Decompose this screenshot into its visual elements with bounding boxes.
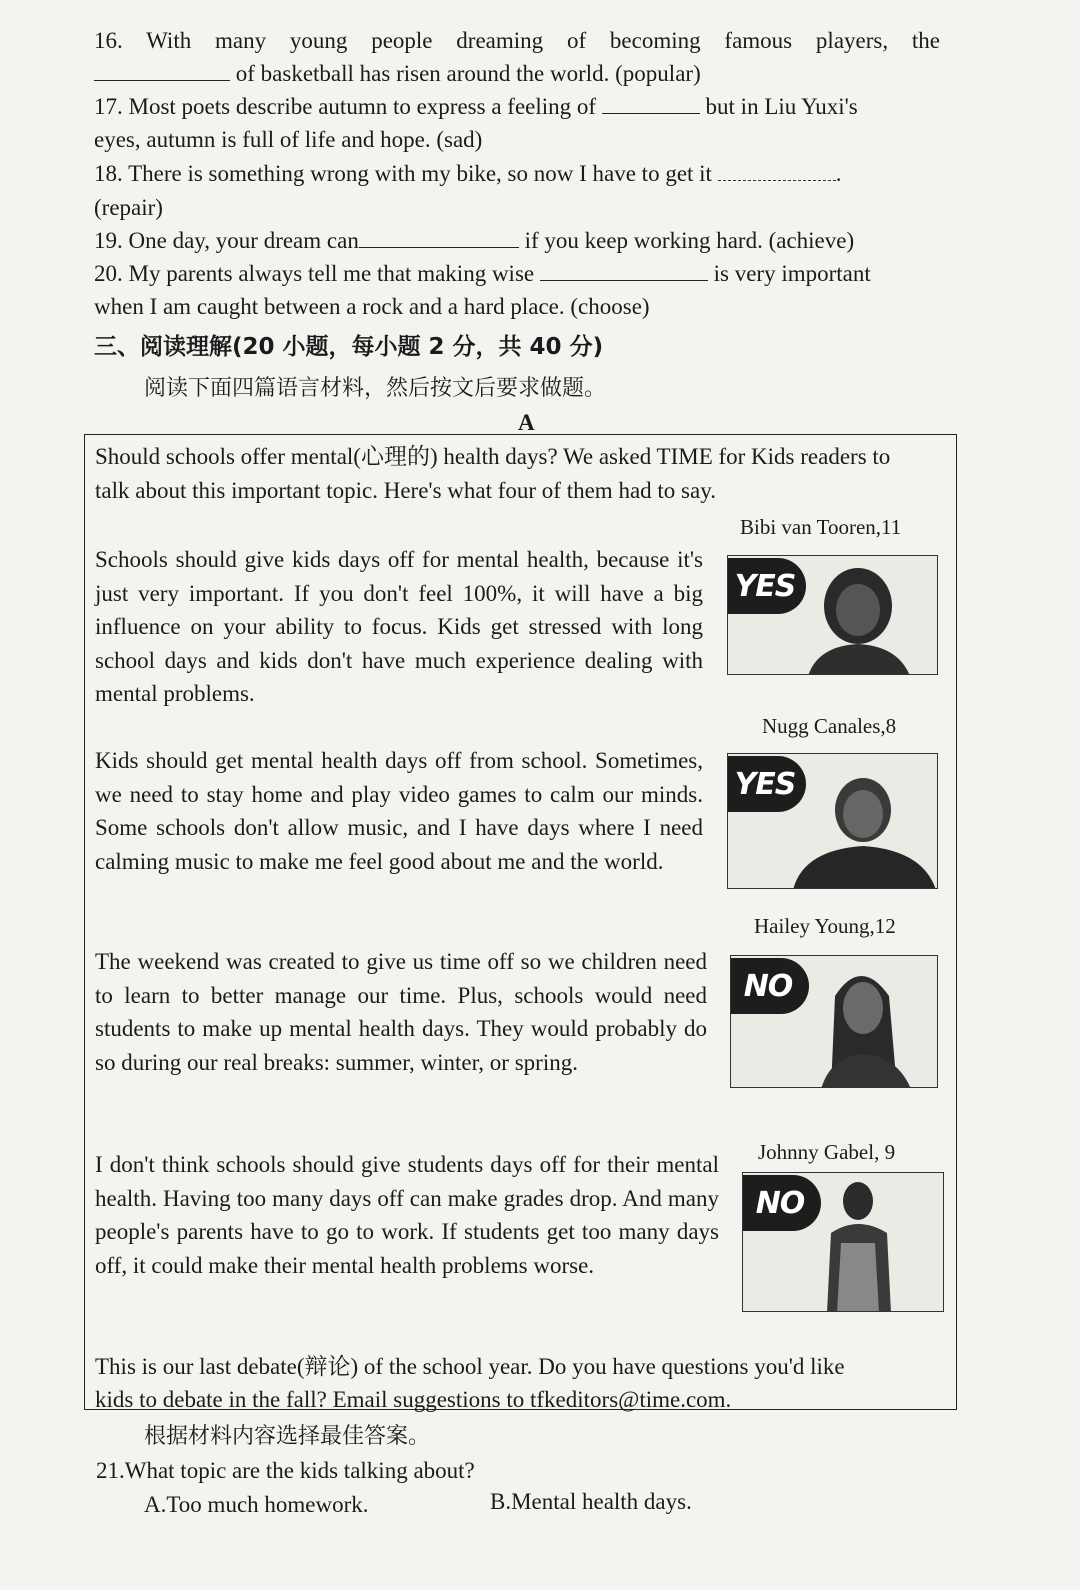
answer-blank[interactable] xyxy=(359,225,519,248)
answer-blank[interactable] xyxy=(718,158,836,181)
question-17-line2: eyes, autumn is full of life and hope. (sad) xyxy=(94,127,483,152)
question-19: 19. One day, your dream can if you keep working hard. (achieve) xyxy=(94,224,854,257)
person-silhouette-icon xyxy=(813,1173,923,1312)
section-heading: 三、阅读理解(20 小题，每小题 2 分，共 40 分) xyxy=(94,334,604,360)
question-20: 20. My parents always tell me that making wise is very important xyxy=(94,257,871,290)
vote-badge: YES xyxy=(727,756,806,812)
option-a[interactable]: A.Too much homework. xyxy=(144,1492,369,1517)
option-b[interactable]: B.Mental health days. xyxy=(490,1489,692,1514)
person-silhouette-icon xyxy=(801,956,931,1088)
question-18: 18. There is something wrong with my bike, so now I have to get it . xyxy=(94,157,841,190)
task-instruction: 根据材料内容选择最佳答案。 xyxy=(144,1424,431,1449)
vote-badge: NO xyxy=(742,1175,821,1231)
answer-blank[interactable] xyxy=(540,258,708,281)
section-instruction: 阅读下面四篇语言材料，然后按文后要求做题。 xyxy=(144,376,607,401)
speaker-name: Johnny Gabel, 9 xyxy=(758,1140,896,1164)
speaker-name: Nugg Canales,8 xyxy=(762,714,897,738)
passage-label: A xyxy=(518,410,535,435)
answer-blank[interactable] xyxy=(602,91,700,114)
speaker-name: Hailey Young,12 xyxy=(754,914,896,938)
passage-closing-line2: kids to debate in the fall? Email suggestions to tfkeditors@time.com. xyxy=(95,1387,732,1412)
speaker-name: Bibi van Tooren,11 xyxy=(740,515,902,539)
speaker-photo xyxy=(727,555,938,675)
question-16-line2: of basketball has risen around the world. (popular) xyxy=(94,57,701,90)
opinion-text: The weekend was created to give us time off so we children need to learn to better manage our time. Plus, schools would need students to make up mental health days. They would probably do so during our real breaks: summer, winter, or spring. xyxy=(95,949,707,1075)
answer-blank[interactable] xyxy=(94,58,230,81)
question-16: 16. With many young people dreaming of becoming famous players, the xyxy=(94,28,940,53)
opinion-text: Schools should give kids days off for mental health, because it's just very important. If you don't feel 100%, it will have a big influence on your ability to focus. Kids get stressed with long school days and kids don't have much experience dealing with mental problems. xyxy=(95,547,703,706)
question-17: 17. Most poets describe autumn to express a feeling of but in Liu Yuxi's xyxy=(94,90,858,123)
speaker-photo xyxy=(730,955,938,1088)
person-silhouette-icon xyxy=(788,754,938,889)
question-18-line2: (repair) xyxy=(94,195,163,220)
question-20-line2: when I am caught between a rock and a hard place. (choose) xyxy=(94,294,650,319)
vote-badge: YES xyxy=(727,558,806,614)
passage-intro-line2: talk about this important topic. Here's what four of them had to say. xyxy=(95,478,716,503)
question-21-stem: 21.What topic are the kids talking about? xyxy=(96,1458,475,1483)
speaker-photo xyxy=(727,753,938,889)
opinion-text: I don't think schools should give students days off for their mental health. Having too many days off can make grades drop. And many people's parents have to go to work. If students get too many days off, it could make their mental health problems worse. xyxy=(95,1152,719,1278)
opinion-text: Kids should get mental health days off from school. Sometimes, we need to stay home and play video games to calm our minds. Some schools don't allow music, and I have days where I need calming music to make me feel good about me and the world. xyxy=(95,748,703,874)
vote-badge: NO xyxy=(730,958,809,1014)
speaker-photo xyxy=(742,1172,944,1312)
passage-intro-line1: Should schools offer mental(心理的) health days? We asked TIME for Kids readers to xyxy=(95,444,891,469)
passage-closing-line1: This is our last debate(辩论) of the school year. Do you have questions you'd like xyxy=(95,1354,845,1379)
person-silhouette-icon xyxy=(788,556,928,675)
